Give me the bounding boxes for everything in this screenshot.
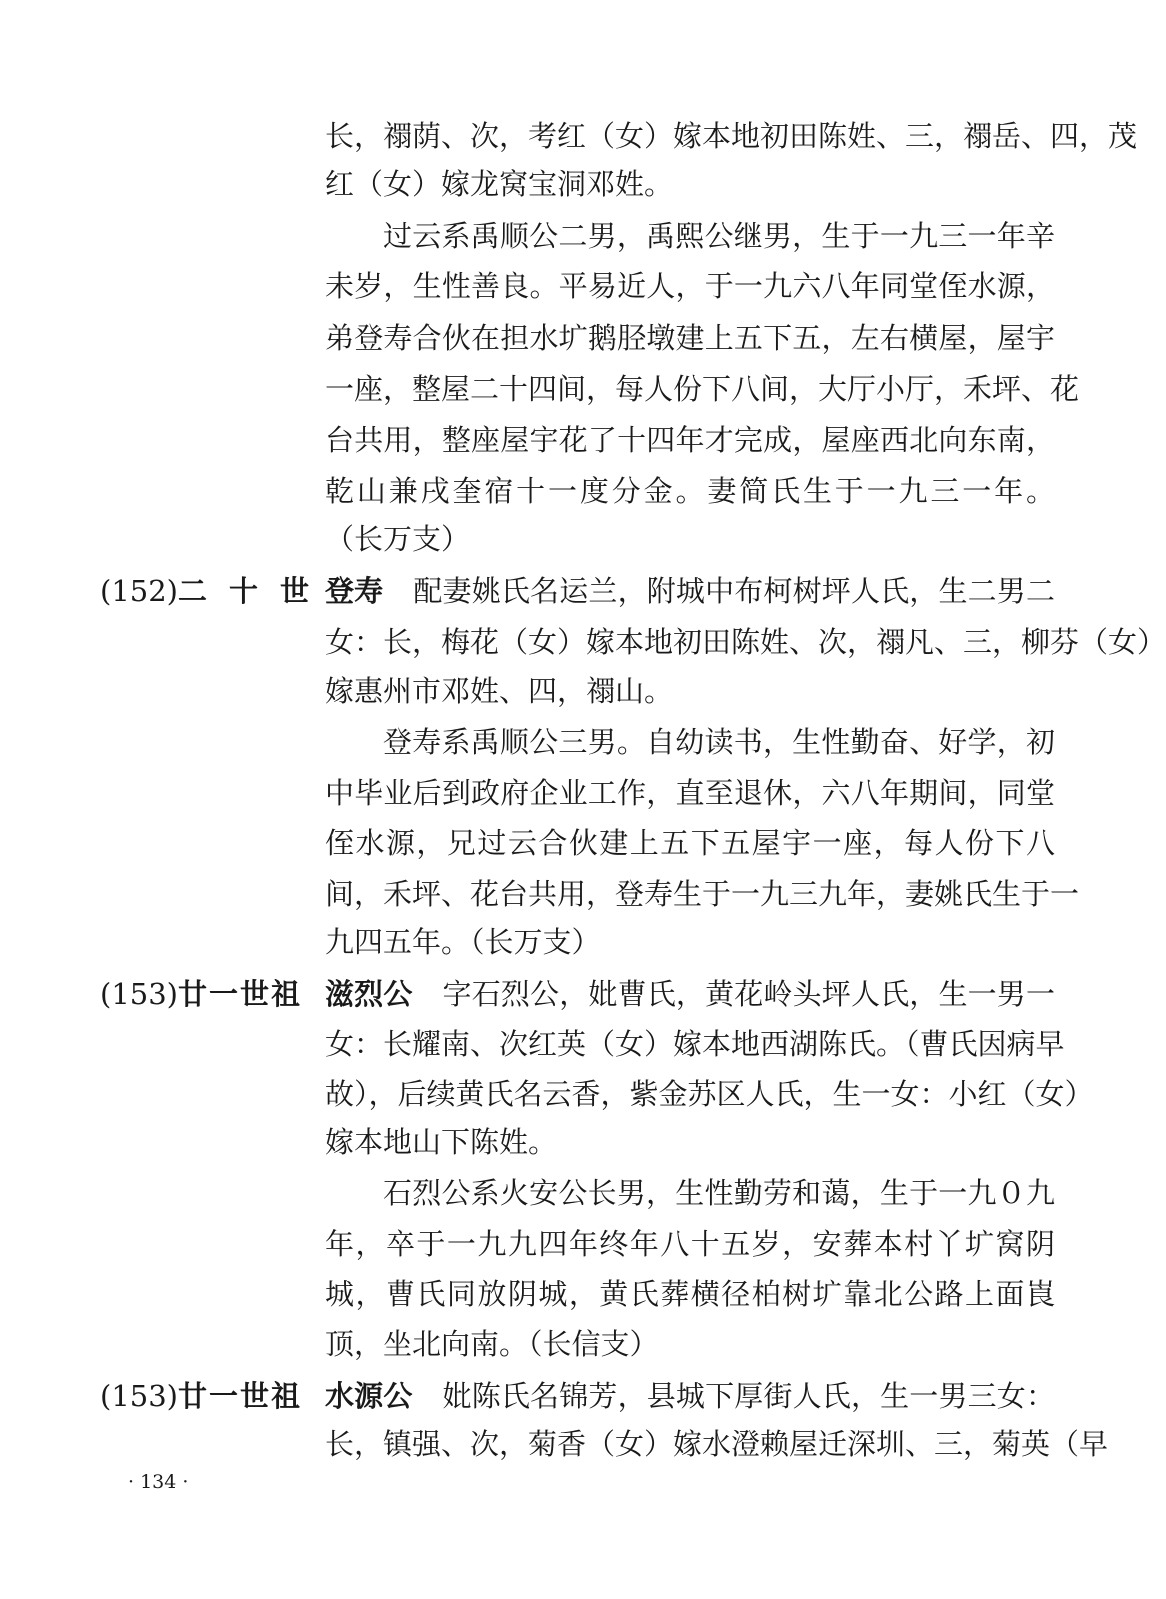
entry-number: (152) — [100, 574, 178, 608]
generation-label: 廿一世祖 — [177, 1379, 302, 1413]
entry-label — [100, 976, 300, 1012]
text-line: 女：长耀南、次红英（女）嫁本地西湖陈氏。（曹氏因病早 — [325, 1027, 1065, 1061]
text-line: 过云系禹顺公二男，禹熙公继男，生于一九三一年辛 — [383, 219, 1055, 253]
person-name: 滋烈公 — [325, 977, 413, 1011]
text-line: 台共用，整座屋宇花了十四年才完成，屋座西北向东南， — [325, 423, 1055, 457]
person-name: 水源公 — [325, 1379, 413, 1413]
text-line: 嫁本地山下陈姓。 — [325, 1125, 558, 1159]
text-line: 红（女）嫁龙窝宝洞邓姓。 — [325, 167, 674, 201]
text-line: 间，禾坪、花台共用，登寿生于一九三九年，妻姚氏生于一 — [325, 877, 1080, 911]
text-line: 年，卒于一九九四年终年八十五岁，安葬本村丫圹窝阴 — [325, 1227, 1055, 1261]
text-span: 字石烈公，妣曹氏，黄花岭头坪人氏，生一男一 — [442, 977, 1055, 1011]
text-line: （长万支） — [325, 522, 471, 556]
page-number: · 134 · — [128, 1471, 189, 1493]
text-line: 中毕业后到政府企业工作，直至退休，六八年期间，同堂 — [325, 776, 1055, 810]
text-span: 配妻姚氏名运兰，附城中布柯树坪人氏，生二男二 — [413, 574, 1055, 608]
text-line: 登寿系禹顺公三男。自幼读书，生性勤奋、好学，初 — [383, 725, 1055, 759]
text-line: 顶，坐北向南。（长信支） — [325, 1327, 659, 1361]
text-line: 弟登寿合伙在担水圹鹅胫墩建上五下五，左右横屋，屋宇 — [325, 321, 1055, 355]
text-line: 故），后续黄氏名云香，紫金苏区人氏，生一女：小红（女） — [325, 1077, 1094, 1111]
person-name: 登寿 — [325, 574, 384, 608]
text-line: 未岁，生性善良。平易近人，于一九六八年同堂侄水源， — [325, 269, 1055, 303]
entry-first-line — [325, 976, 1055, 1012]
entry-number: (153) — [100, 977, 178, 1011]
text-line: 女：长，梅花（女）嫁本地初田陈姓、次，禤凡、三，柳芬（女） — [325, 625, 1166, 659]
text-line: 嫁惠州市邓姓、四，禤山。 — [325, 674, 674, 708]
text-line: 石烈公系火安公长男，生性勤劳和蔼，生于一九０九 — [383, 1176, 1055, 1210]
text-line: 长，镇强、次，菊香（女）嫁水澄赖屋迁深圳、三，菊英（早 — [325, 1427, 1109, 1461]
generation-label: 廿一世祖 — [177, 977, 302, 1011]
entry-label — [100, 1378, 300, 1414]
generation-label: 二十世 — [177, 574, 331, 608]
text-line: 长，禤荫、次，考红（女）嫁本地初田陈姓、三，禤岳、四，茂 — [325, 119, 1138, 153]
text-line: 城，曹氏同放阴城，黄氏葬横径柏树圹靠北公路上面崀 — [325, 1277, 1055, 1311]
entry-first-line — [325, 573, 1055, 609]
text-line: 一座，整屋二十四间，每人份下八间，大厅小厅，禾坪、花 — [325, 372, 1080, 406]
text-line: 乾山兼戌奎宿十一度分金。妻简氏生于一九三一年。 — [325, 474, 1055, 508]
text-span: 妣陈氏名锦芳，县城下厚街人氏，生一男三女： — [442, 1379, 1055, 1413]
entry-label — [100, 573, 331, 609]
text-line: 九四五年。（长万支） — [325, 925, 601, 959]
entry-first-line — [325, 1378, 1055, 1414]
text-line: 侄水源，兄过云合伙建上五下五屋宇一座，每人份下八 — [325, 826, 1055, 860]
entry-number: (153) — [100, 1379, 178, 1413]
